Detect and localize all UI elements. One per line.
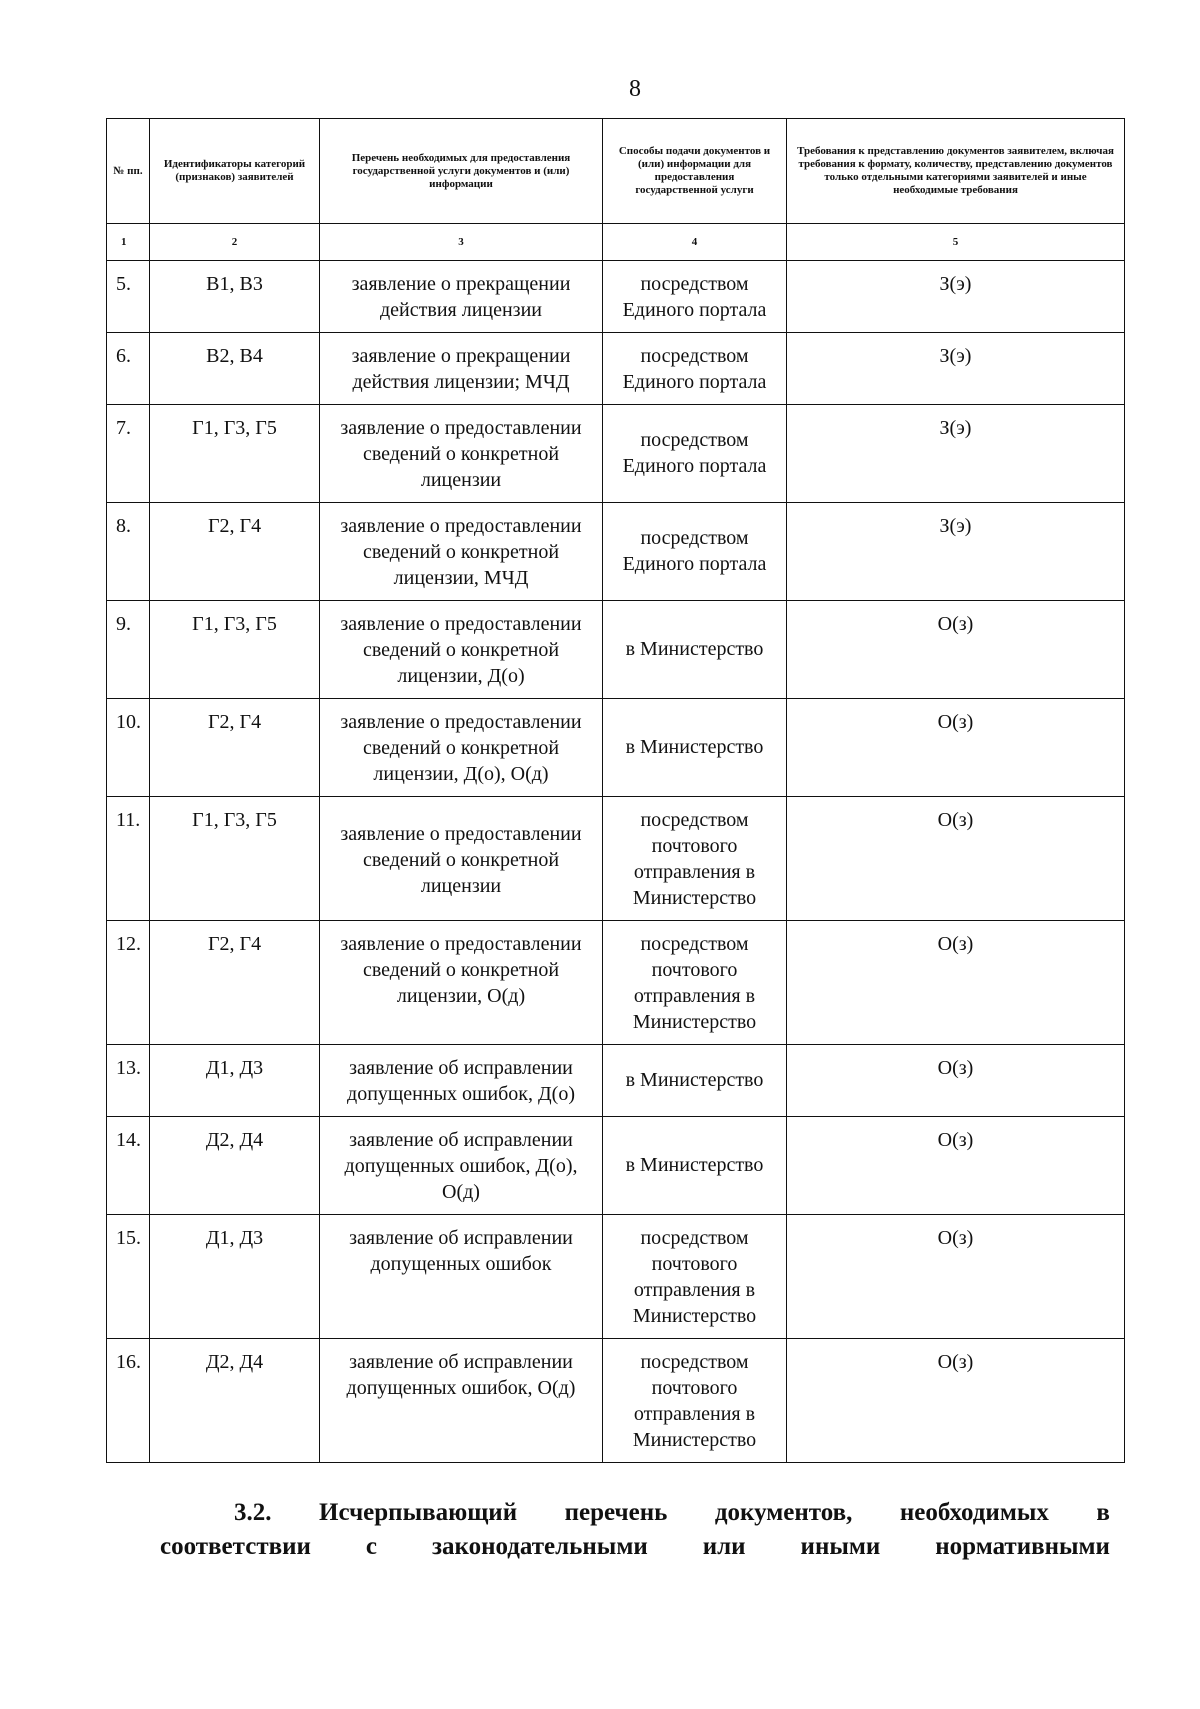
row-documents: заявление об исправлении допущенных ошибок, Д(о) — [320, 1045, 603, 1117]
section-word: соответствии — [160, 1533, 311, 1560]
column-number: 1 — [107, 224, 150, 261]
row-documents: заявление о предоставлении сведений о конкретной лицензии — [320, 797, 603, 921]
row-number: 15. — [107, 1215, 150, 1339]
row-documents: заявление об исправлении допущенных ошибок — [320, 1215, 603, 1339]
row-identifiers: В1, В3 — [150, 261, 320, 333]
row-number: 11. — [107, 797, 150, 921]
row-method: в Министерство — [603, 1117, 787, 1215]
row-number: 7. — [107, 405, 150, 503]
row-requirement: З(э) — [787, 503, 1125, 601]
section-word: 3.2. — [234, 1499, 272, 1526]
row-documents: заявление об исправлении допущенных ошибок, О(д) — [320, 1339, 603, 1463]
row-method: посредством почтового отправления в Министерство — [603, 1215, 787, 1339]
requirements-table — [106, 118, 1125, 1463]
row-number: 13. — [107, 1045, 150, 1117]
row-documents: заявление о предоставлении сведений о конкретной лицензии, Д(о) — [320, 601, 603, 699]
row-requirement: О(з) — [787, 601, 1125, 699]
row-documents: заявление о предоставлении сведений о конкретной лицензии, Д(о), О(д) — [320, 699, 603, 797]
column-number-row — [107, 224, 1125, 261]
row-identifiers: Д1, Д3 — [150, 1045, 320, 1117]
table-row — [107, 333, 1125, 405]
row-requirement: О(з) — [787, 921, 1125, 1045]
row-requirement: О(з) — [787, 1339, 1125, 1463]
table-row — [107, 1117, 1125, 1215]
section-heading-line-1 — [160, 1496, 1110, 1530]
row-identifiers: Г1, Г3, Г5 — [150, 601, 320, 699]
table-row — [107, 797, 1125, 921]
column-number: 5 — [787, 224, 1125, 261]
row-method: посредством Единого портала — [603, 405, 787, 503]
row-requirement: О(з) — [787, 1045, 1125, 1117]
row-requirement: О(з) — [787, 797, 1125, 921]
table-row — [107, 921, 1125, 1045]
row-identifiers: Д1, Д3 — [150, 1215, 320, 1339]
header-cell-number: № пп. — [107, 119, 150, 224]
row-method: посредством Единого портала — [603, 503, 787, 601]
section-word: иными — [800, 1533, 881, 1560]
section-word: перечень — [564, 1499, 668, 1526]
row-number: 8. — [107, 503, 150, 601]
section-word: или — [702, 1533, 746, 1560]
section-word: Исчерпывающий — [319, 1499, 518, 1526]
row-number: 10. — [107, 699, 150, 797]
row-number: 16. — [107, 1339, 150, 1463]
row-number: 14. — [107, 1117, 150, 1215]
row-identifiers: Г1, Г3, Г5 — [150, 405, 320, 503]
column-number: 4 — [603, 224, 787, 261]
row-number: 12. — [107, 921, 150, 1045]
row-documents: заявление о прекращении действия лицензии; МЧД — [320, 333, 603, 405]
table-row — [107, 699, 1125, 797]
row-number: 6. — [107, 333, 150, 405]
row-method: в Министерство — [603, 699, 787, 797]
column-number: 2 — [150, 224, 320, 261]
table-row — [107, 1339, 1125, 1463]
row-requirement: О(з) — [787, 1215, 1125, 1339]
table-row — [107, 1045, 1125, 1117]
row-method: посредством почтового отправления в Министерство — [603, 921, 787, 1045]
section-word: в — [1096, 1499, 1110, 1526]
row-number: 9. — [107, 601, 150, 699]
row-identifiers: Д2, Д4 — [150, 1117, 320, 1215]
row-documents: заявление о предоставлении сведений о конкретной лицензии, МЧД — [320, 503, 603, 601]
section-word: необходимых — [899, 1499, 1049, 1526]
section-word: законодательными — [431, 1533, 648, 1560]
row-identifiers: В2, В4 — [150, 333, 320, 405]
section-word: документов, — [714, 1499, 853, 1526]
header-cell-identifiers: Идентификаторы категорий (признаков) заявителей — [150, 119, 320, 224]
table-header-row — [107, 119, 1125, 224]
table-row — [107, 503, 1125, 601]
row-documents: заявление об исправлении допущенных ошибок, Д(о), О(д) — [320, 1117, 603, 1215]
header-cell-methods: Способы подачи документов и (или) информации для предоставления государственной услуги — [603, 119, 787, 224]
row-method: посредством Единого портала — [603, 333, 787, 405]
row-requirement: О(з) — [787, 699, 1125, 797]
row-method: в Министерство — [603, 601, 787, 699]
table-row — [107, 601, 1125, 699]
section-word: нормативными — [935, 1533, 1110, 1560]
table-row — [107, 405, 1125, 503]
row-method: в Министерство — [603, 1045, 787, 1117]
row-requirement: З(э) — [787, 333, 1125, 405]
row-identifiers: Г2, Г4 — [150, 921, 320, 1045]
column-number: 3 — [320, 224, 603, 261]
row-identifiers: Г2, Г4 — [150, 699, 320, 797]
row-number: 5. — [107, 261, 150, 333]
row-identifiers: Г1, Г3, Г5 — [150, 797, 320, 921]
row-documents: заявление о предоставлении сведений о конкретной лицензии, О(д) — [320, 921, 603, 1045]
row-method: посредством Единого портала — [603, 261, 787, 333]
row-requirement: О(з) — [787, 1117, 1125, 1215]
section-word: с — [365, 1533, 377, 1560]
table-row — [107, 261, 1125, 333]
row-identifiers: Г2, Г4 — [150, 503, 320, 601]
row-identifiers: Д2, Д4 — [150, 1339, 320, 1463]
row-documents: заявление о прекращении действия лицензии — [320, 261, 603, 333]
header-cell-documents: Перечень необходимых для предоставления государственной услуги документов и (или) информации — [320, 119, 603, 224]
header-cell-requirements: Требования к представлению документов заявителем, включая требования к формату, количеству, представлению документов только отдельными категориями заявителей и иные необходимые требования — [787, 119, 1125, 224]
section-heading-line-2 — [160, 1530, 1110, 1564]
section-heading — [160, 1496, 1110, 1564]
row-requirement: З(э) — [787, 261, 1125, 333]
row-method: посредством почтового отправления в Министерство — [603, 1339, 787, 1463]
row-method: посредством почтового отправления в Министерство — [603, 797, 787, 921]
row-documents: заявление о предоставлении сведений о конкретной лицензии — [320, 405, 603, 503]
table-row — [107, 1215, 1125, 1339]
row-requirement: З(э) — [787, 405, 1125, 503]
page-number: 8 — [629, 76, 641, 102]
